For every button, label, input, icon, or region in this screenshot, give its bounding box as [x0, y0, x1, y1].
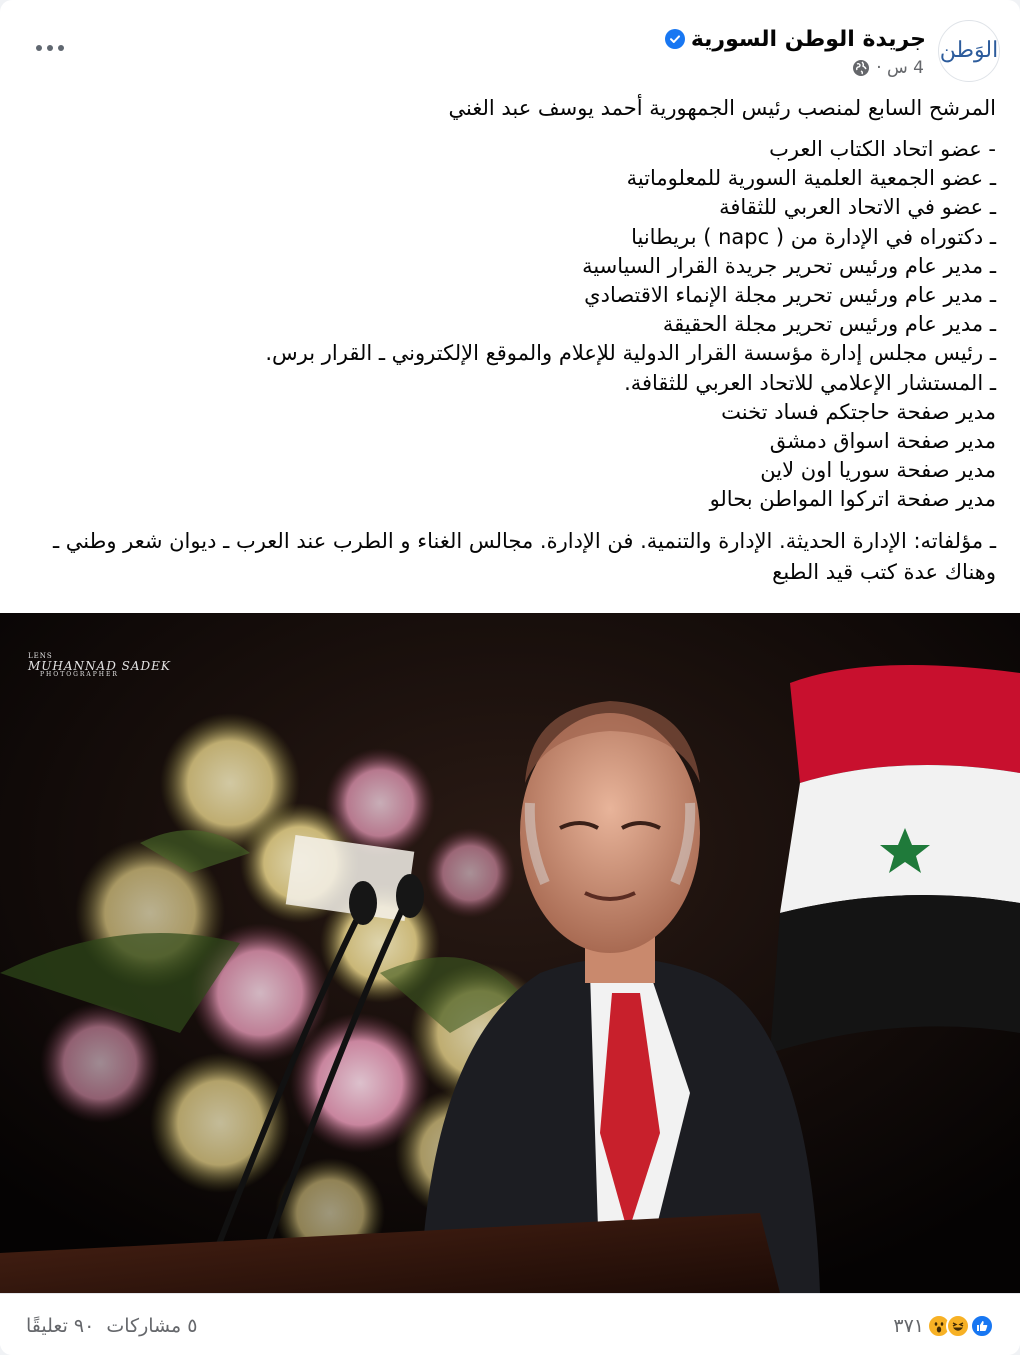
- post-footer: [0, 1293, 1020, 1355]
- more-options-button[interactable]: [26, 30, 74, 66]
- photographer-watermark: [28, 653, 171, 678]
- post-bio-list: [21, 135, 996, 514]
- flag: [770, 665, 1020, 1053]
- watermark-sub: PHOTOGRAPHER: [40, 671, 119, 678]
- bio-line: ـ عضو في الاتحاد العربي للثقافة: [719, 195, 996, 220]
- photo-scene: [0, 613, 1020, 1293]
- bio-line: ـ المستشار الإعلامي للاتحاد العربي للثقافة.: [624, 370, 996, 395]
- bio-line: ـ رئيس مجلس إدارة مؤسسة القرار الدولية للإعلام والموقع الإلكتروني ـ القرار برس.: [265, 341, 996, 366]
- page-avatar[interactable]: [938, 20, 1000, 82]
- bio-line: مدير صفحة سوريا اون لاين: [760, 458, 996, 483]
- bio-line: مدير صفحة اتركوا المواطن بحالو: [709, 487, 996, 512]
- page-name-row: [665, 24, 926, 54]
- bio-line: - عضو اتحاد الكتاب العرب: [769, 137, 996, 161]
- globe-icon: [852, 59, 870, 77]
- page-name[interactable]: جريدة الوطن السورية: [690, 26, 926, 52]
- more-dot: [47, 45, 53, 51]
- bio-line: ـ دكتوراه في الإدارة من ( napc ) بريطانيا: [631, 224, 996, 249]
- books-line: وهناك عدة كتب قيد الطبع: [772, 560, 996, 585]
- post-photo[interactable]: [0, 613, 1020, 1293]
- haha-icon: [946, 1314, 970, 1338]
- bio-line: ـ مدير عام ورئيس تحرير مجلة الإنماء الاقتصادي: [584, 282, 996, 307]
- post-meta: [852, 56, 924, 80]
- bio-line: ـ مدير عام ورئيس تحرير مجلة الحقيقة: [662, 312, 996, 337]
- bio-line: مدير صفحة اسواق دمشق: [769, 428, 996, 453]
- reactions-summary[interactable]: [893, 1312, 994, 1340]
- more-dot: [58, 45, 64, 51]
- comments-count[interactable]: ٩٠ تعليقًا: [26, 1315, 95, 1337]
- books-line: ـ مؤلفاته: الإدارة الحديثة. الإدارة والتنمية. فن الإدارة. مجالس الغناء و الطرب عند العرب ـ ديوان شعر وطني ـ: [52, 529, 996, 554]
- watermark-lens: LENS: [28, 652, 53, 660]
- post-intro: المرشح السابع لمنصب رئيس الجمهورية أحمد يوسف عبد الغني: [448, 96, 996, 120]
- post-text: [21, 90, 996, 588]
- avatar-logo-text: الوَطن: [939, 38, 999, 63]
- engagement-counts: [26, 1312, 197, 1340]
- bio-line: ـ عضو الجمعية العلمية السورية للمعلوماتية: [626, 166, 996, 191]
- more-dot: [36, 45, 42, 51]
- post-header: [0, 0, 1020, 90]
- bio-line: ـ مدير عام ورئيس تحرير جريدة القرار السياسية: [582, 253, 996, 278]
- like-icon: [970, 1314, 994, 1338]
- verified-badge-icon: [665, 29, 685, 49]
- post-books: [21, 526, 996, 588]
- shares-count[interactable]: ٥ مشاركات: [106, 1315, 198, 1337]
- reactions-count: ٣٧١: [893, 1315, 924, 1337]
- watermark-name: MUHANNAD SADEK: [28, 659, 171, 673]
- post-timestamp[interactable]: 4 س ·: [876, 58, 924, 78]
- bio-line: مدير صفحة حاجتكم فساد تخنت: [721, 399, 996, 424]
